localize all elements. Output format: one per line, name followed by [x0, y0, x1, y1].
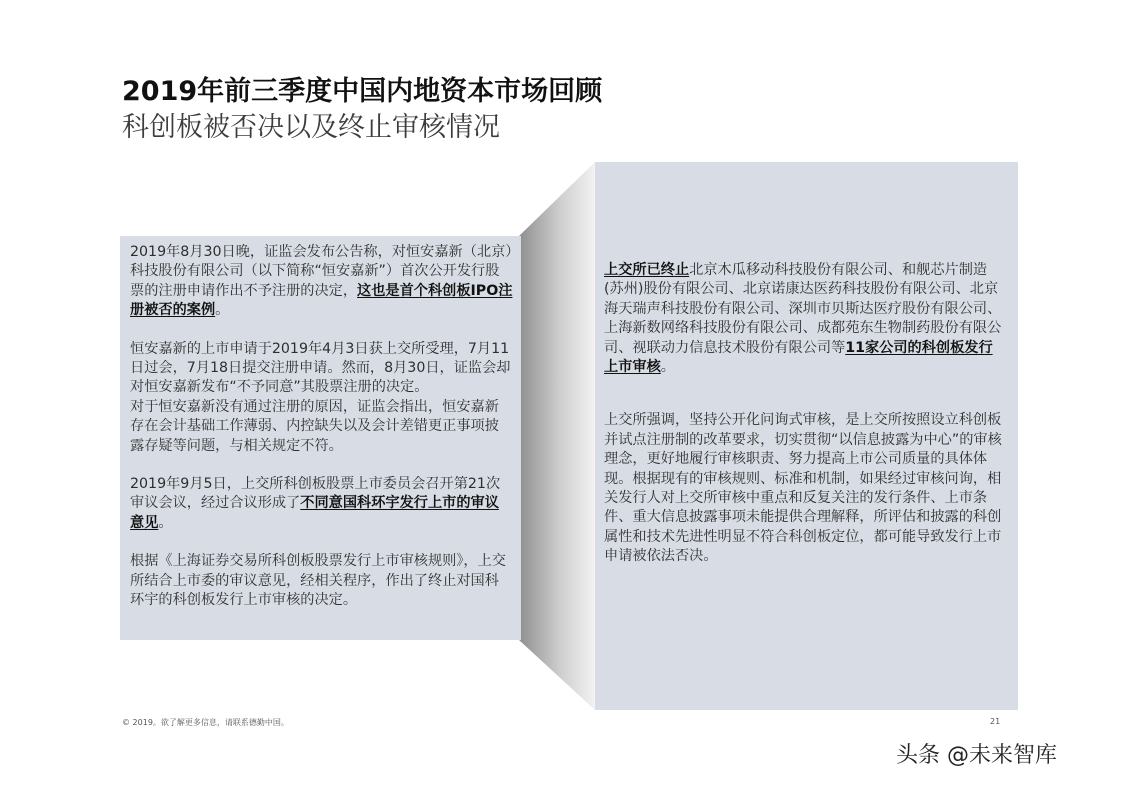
left-p3-end: 。 — [158, 514, 173, 531]
panel-connector — [519, 160, 597, 714]
right-p2-text: 上交所强调，坚持公开化问询式审核，是上交所按照设立科创板并试点注册制的改革要求，切实贯彻“以信息披露为中心”的审核理念，更好地履行审核职责、努力提高上市公司质量的具体体现。根据现有的审核规则、标准和机制，如果经过审核问询，相关发行人对上交所审核中重点和反复关注的发行条件、上市条件、重大信息披露事项未能提供合理解释，所评估和披露的科创属性和技术先进性明显不符合科创板定位，都可能导致发行上市申请被依法否决。 — [604, 412, 1002, 565]
right-p1-end: 。 — [660, 359, 675, 376]
left-paragraph-4 — [130, 552, 513, 610]
page-subtitle: 科创板被否决以及终止审核情况 — [122, 112, 500, 143]
watermark: 头条 @未来智库 — [896, 743, 1057, 768]
left-paragraph-1 — [130, 243, 513, 321]
left-p1-end: 。 — [215, 302, 230, 319]
page-title: 2019年前三季度中国内地资本市场回顾 — [122, 76, 603, 107]
footer-copyright: © 2019。欲了解更多信息，请联系德勤中国。 — [122, 718, 289, 727]
left-p4-text: 根据《上海证券交易所科创板股票发行上市审核规则》，上交所结合上市委的审议意见，经相关程序，作出了终止对国科环宇的科创板发行上市审核的决定。 — [130, 553, 506, 609]
right-paragraph-1 — [604, 261, 1006, 377]
right-p1-highlight-end: 11家公司的科创板发行上市审核 — [604, 339, 993, 376]
left-panel — [120, 236, 521, 640]
left-p1-text: 2019年8月30日晚，证监会发布公告称，对恒安嘉新（北京）科技股份有限公司（以下简称“恒安嘉新”）首次公开发行股票的注册申请作出不予注册的决定， — [130, 244, 513, 299]
left-p2-line2: 对于恒安嘉新没有通过注册的原因，证监会指出，恒安嘉新存在会计基础工作薄弱、内控缺失以及会计差错更正事项披露存疑等问题，与相关规定不符。 — [130, 398, 499, 454]
left-paragraph-3 — [130, 475, 513, 533]
right-panel — [595, 162, 1018, 710]
right-p1-text: 北京木瓜移动科技股份有限公司、和舰芯片制造(苏州)股份有限公司、北京诺康达医药科技股份有限公司、北京海天瑞声科技股份有限公司、深圳市贝斯达医疗股份有限公司、上海新数网络科技股份有限公司、成都苑东生物制药股份有限公司、视联动力信息技术股份有限公司等 — [604, 262, 1002, 356]
right-paragraph-2 — [604, 411, 1006, 566]
right-p1-highlight-start: 上交所已终止 — [604, 262, 690, 278]
left-p3-highlight: 不同意国科环宇发行上市的审议意见 — [130, 495, 499, 531]
left-p1-highlight: 这也是首个科创板IPO注册被否的案例 — [130, 282, 513, 319]
left-paragraph-2 — [130, 340, 513, 456]
title-block — [122, 74, 602, 146]
page-number: 21 — [990, 717, 1001, 726]
left-p3-text: 2019年9月5日，上交所科创板股票上市委员会召开第21次审议会议，经过合议形成了 — [130, 476, 501, 512]
left-p2-line1: 恒安嘉新的上市申请于2019年4月3日获上交所受理，7月11日过会，7月18日提交注册申请。然而，8月30日，证监会却对恒安嘉新发布“不予同意”其股票注册的决定。 — [130, 340, 511, 396]
